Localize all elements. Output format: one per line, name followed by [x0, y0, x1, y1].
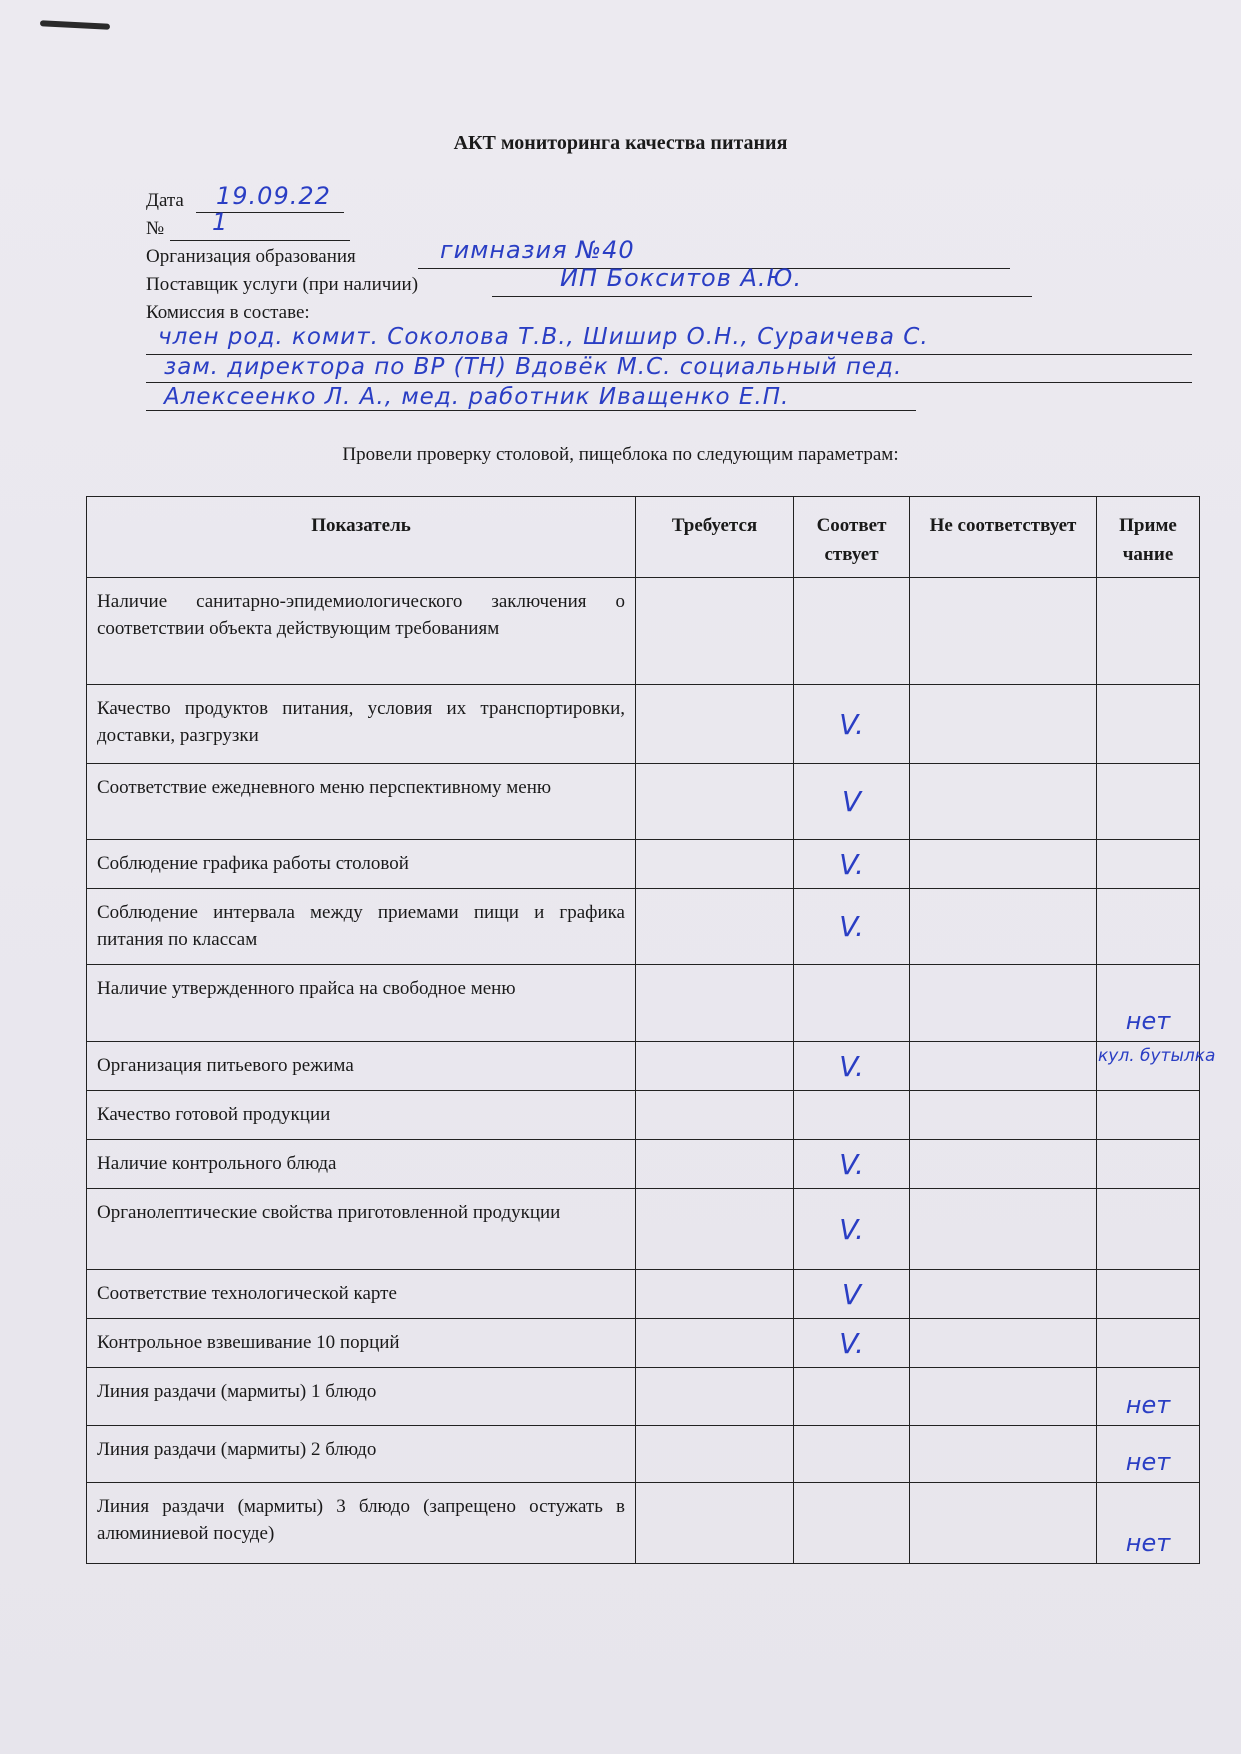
header-not-complies: Не соответствует: [910, 497, 1097, 578]
table-row: [87, 1319, 1200, 1368]
document-title: АКТ мониторинга качества питания: [453, 132, 788, 154]
table-row: [87, 1270, 1200, 1319]
row-required: [636, 1426, 794, 1483]
number-label: №: [146, 218, 165, 239]
row-required: [636, 1368, 794, 1426]
row-required: [636, 889, 794, 965]
commission-member-3: Алексеенко Л. А., мед. работник Иващенко Е.П.: [164, 384, 790, 410]
row-not-complies: [910, 1426, 1097, 1483]
row-not-complies: [910, 1091, 1097, 1140]
row-indicator: Соблюдение интервала между приемами пищи и графика питания по классам: [87, 889, 636, 965]
intro-text: Провели проверку столовой, пищеблока по следующим параметрам:: [342, 444, 899, 465]
row-indicator: Наличие утвержденного прайса на свободное меню: [87, 965, 636, 1042]
row-not-complies: [910, 1483, 1097, 1564]
row-indicator: Качество продуктов питания, условия их транспортировки, доставки, разгрузки: [87, 685, 636, 764]
row-note: [1097, 889, 1200, 965]
table-row: [87, 1042, 1200, 1091]
row-note: [1097, 578, 1200, 685]
table-row: [87, 578, 1200, 685]
row-not-complies: [910, 685, 1097, 764]
table-header-row: [87, 497, 1200, 578]
row-indicator: Органолептические свойства приготовленной продукции: [87, 1189, 636, 1270]
row-complies: V.: [794, 1140, 910, 1189]
row-note: нет: [1097, 1483, 1200, 1564]
header-indicator: Показатель: [87, 497, 636, 578]
table-row: [87, 965, 1200, 1042]
row-not-complies: [910, 578, 1097, 685]
row-complies: V: [794, 1270, 910, 1319]
row-not-complies: [910, 1189, 1097, 1270]
row-note: кул. бутылка: [1097, 1042, 1200, 1091]
table-row: [87, 685, 1200, 764]
commission-label: Комиссия в составе:: [146, 302, 310, 323]
row-note: нет: [1097, 1426, 1200, 1483]
row-note: [1097, 1091, 1200, 1140]
row-indicator: Линия раздачи (мармиты) 1 блюдо: [87, 1368, 636, 1426]
row-not-complies: [910, 1368, 1097, 1426]
row-indicator: Линия раздачи (мармиты) 3 блюдо (запрещено остужать в алюминиевой посуде): [87, 1483, 636, 1564]
row-not-complies: [910, 840, 1097, 889]
commission-member-1: член род. комит. Соколова Т.В., Шишир О.Н., Сураичева С.: [158, 324, 929, 350]
row-complies: V.: [794, 1319, 910, 1368]
row-note: [1097, 1189, 1200, 1270]
row-required: [636, 764, 794, 840]
row-complies: [794, 1426, 910, 1483]
table-row: [87, 1483, 1200, 1564]
row-complies: V.: [794, 889, 910, 965]
row-indicator: Соответствие технологической карте: [87, 1270, 636, 1319]
row-not-complies: [910, 1140, 1097, 1189]
org-label: Организация образования: [146, 246, 356, 267]
scan-mark: [40, 20, 110, 30]
row-note: нет: [1097, 1368, 1200, 1426]
row-complies: V.: [794, 1042, 910, 1091]
row-indicator: Организация питьевого режима: [87, 1042, 636, 1091]
row-complies: [794, 965, 910, 1042]
number-line: [170, 240, 350, 241]
supplier-line: [492, 296, 1032, 297]
table-row: [87, 840, 1200, 889]
row-not-complies: [910, 1270, 1097, 1319]
row-required: [636, 1483, 794, 1564]
row-not-complies: [910, 1042, 1097, 1091]
row-indicator: Линия раздачи (мармиты) 2 блюдо: [87, 1426, 636, 1483]
row-note: [1097, 685, 1200, 764]
row-note: [1097, 1319, 1200, 1368]
row-note: нет: [1097, 965, 1200, 1042]
row-not-complies: [910, 1319, 1097, 1368]
row-required: [636, 1319, 794, 1368]
table-row: [87, 764, 1200, 840]
row-complies: V.: [794, 685, 910, 764]
row-complies: V.: [794, 1189, 910, 1270]
row-not-complies: [910, 764, 1097, 840]
row-required: [636, 1140, 794, 1189]
row-indicator: Наличие санитарно-эпидемиологического заключения о соответствии объекта действующим требованиям: [87, 578, 636, 685]
row-indicator: Соответствие ежедневного меню перспективному меню: [87, 764, 636, 840]
commission-line-3: [146, 410, 916, 411]
row-complies: V.: [794, 840, 910, 889]
row-indicator: Соблюдение графика работы столовой: [87, 840, 636, 889]
table-row: [87, 1368, 1200, 1426]
header-note: Приме чание: [1097, 497, 1200, 578]
table-row: [87, 1091, 1200, 1140]
row-required: [636, 578, 794, 685]
row-indicator: Наличие контрольного блюда: [87, 1140, 636, 1189]
row-required: [636, 1189, 794, 1270]
row-note: [1097, 764, 1200, 840]
table-row: [87, 1426, 1200, 1483]
row-note: [1097, 1140, 1200, 1189]
row-complies: V: [794, 764, 910, 840]
row-not-complies: [910, 889, 1097, 965]
commission-line-2: [146, 382, 1192, 383]
table-row: [87, 1140, 1200, 1189]
header-complies: Соответ ствует: [794, 497, 910, 578]
supplier-label: Поставщик услуги (при наличии): [146, 274, 419, 295]
row-complies: [794, 578, 910, 685]
row-complies: [794, 1368, 910, 1426]
inspection-table: [86, 496, 1216, 1564]
row-indicator: Качество готовой продукции: [87, 1091, 636, 1140]
row-note: [1097, 1270, 1200, 1319]
commission-member-2: зам. директора по ВР (ТН) Вдовёк М.С. социальный пед.: [164, 354, 903, 380]
row-required: [636, 840, 794, 889]
row-required: [636, 965, 794, 1042]
row-complies: [794, 1091, 910, 1140]
row-required: [636, 1042, 794, 1091]
date-label: Дата: [146, 190, 184, 211]
row-complies: [794, 1483, 910, 1564]
row-not-complies: [910, 965, 1097, 1042]
supplier-value: ИП Бокситов А.Ю.: [560, 264, 803, 292]
number-value: 1: [212, 208, 229, 236]
date-value: 19.09.22: [216, 182, 331, 210]
org-value: гимназия №40: [440, 236, 635, 264]
row-required: [636, 685, 794, 764]
row-note: [1097, 840, 1200, 889]
row-required: [636, 1091, 794, 1140]
table-row: [87, 889, 1200, 965]
header-required: Требуется: [636, 497, 794, 578]
row-indicator: Контрольное взвешивание 10 порций: [87, 1319, 636, 1368]
table-row: [87, 1189, 1200, 1270]
row-required: [636, 1270, 794, 1319]
